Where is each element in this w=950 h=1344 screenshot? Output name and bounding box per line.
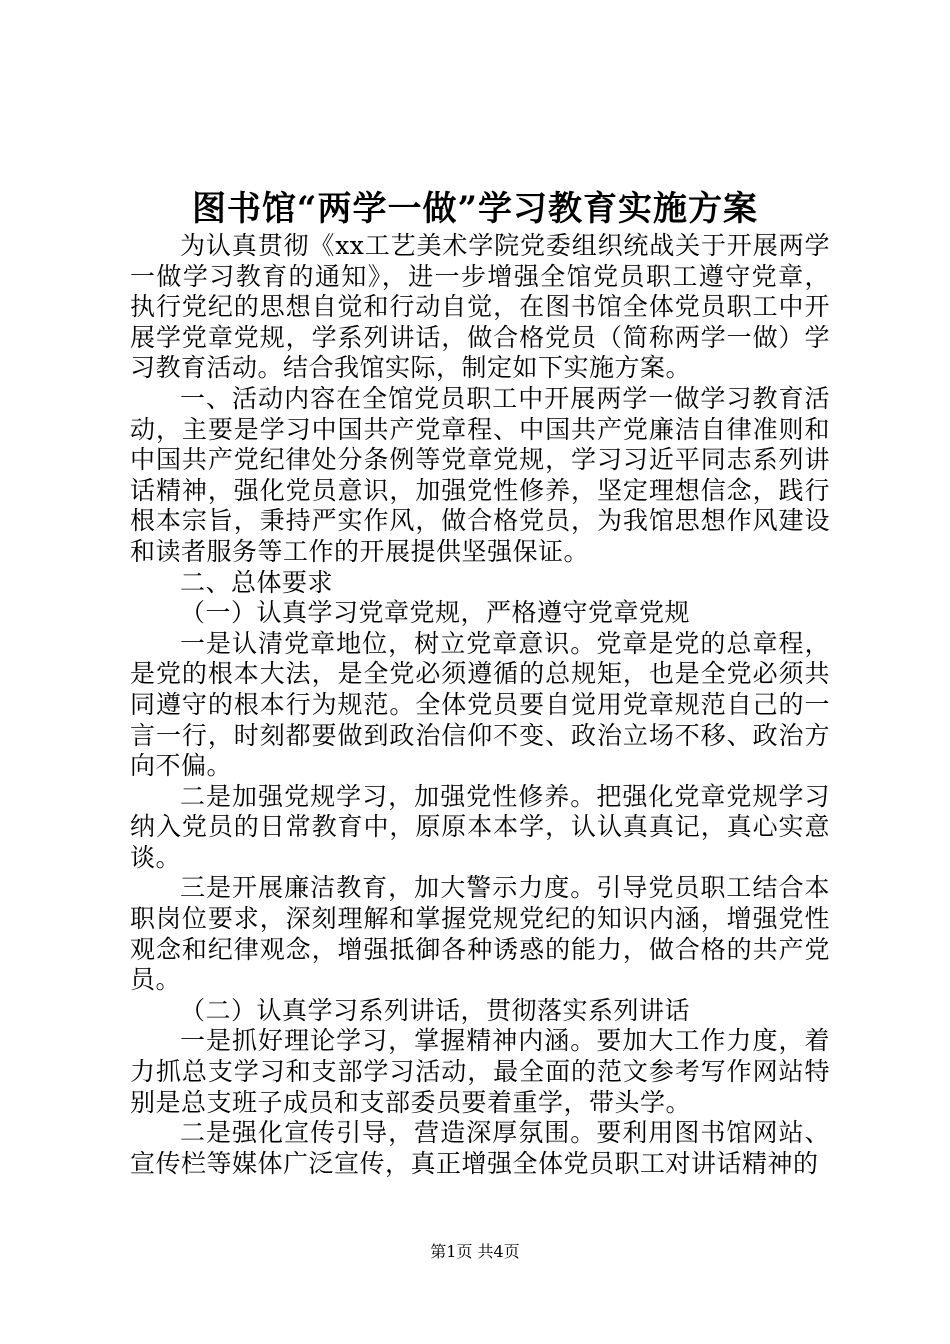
subsection-heading-1: （一）认真学习党章党规，严格遵守党章党规 (180, 598, 691, 628)
paragraph-point-2: 二是加强党规学习，加强党性修养。把强化党章党规学习纳入党员的日常教育中，原原本本学，认认真真记，真心实意谈。 (130, 781, 830, 872)
paragraph-point-3: 三是开展廉洁教育，加大警示力度。引导党员职工结合本职岗位要求，深刻理解和掌握党规党纪的知识内涵，增强党性观念和纪律观念，增强抵御各种诱惑的能力，做合格的共产党员。 (130, 873, 830, 995)
paragraph-point-5: 二是强化宣传引导，营造深厚氛围。要利用图书馆网站、宣传栏等媒体广泛宣传，真正增强全体党员职工对讲话精神的 (130, 1118, 830, 1178)
document-body (130, 231, 830, 1179)
intro-paragraph: 为认真贯彻《xx工艺美术学院党委组织统战关于开展两学一做学习教育的通知》，进一步增强全馆党员职工遵守党章，执行党纪的思想自觉和行动自觉，在图书馆全体党员职工中开展学党章党规，学系列讲话，做合格党员（简称两学一做）学习教育活动。结合我馆实际，制定如下实施方案。 (130, 231, 830, 383)
paragraph-point-1: 一是认清党章地位，树立党章意识。党章是党的总章程，是党的根本大法，是全党必须遵循的总规矩，也是全党必须共同遵守的根本行为规范。全体党员要自觉用党章规范自己的一言一行，时刻都要做到政治信仰不变、政治立场不移、政治方向不偏。 (130, 628, 830, 781)
section-activity-content: 一、活动内容在全馆党员职工中开展两学一做学习教育活动，主要是学习中国共产党章程、中国共产党廉洁自律准则和中国共产党纪律处分条例等党章党规，学习习近平同志系列讲话精神，强化党员意识，加强党性修养，坚定理想信念，践行根本宗旨，秉持严实作风，做合格党员，为我馆思想作风建设和读者服务等工作的开展提供坚强保证。 (130, 383, 830, 566)
paragraph-point-4: 一是抓好理论学习，掌握精神内涵。要加大工作力度，着力抓总支学习和支部学习活动，最全面的范文参考写作网站特别是总支班子成员和支部委员要着重学，带头学。 (130, 1026, 830, 1117)
page-number-footer: 第1页 共4页 (430, 1242, 520, 1261)
document-title: 图书馆“两学一做”学习教育实施方案 (191, 189, 759, 229)
subsection-heading-2: （二）认真学习系列讲话，贯彻落实系列讲话 (180, 995, 691, 1025)
section-heading-overall-requirements: 二、总体要求 (180, 567, 334, 597)
